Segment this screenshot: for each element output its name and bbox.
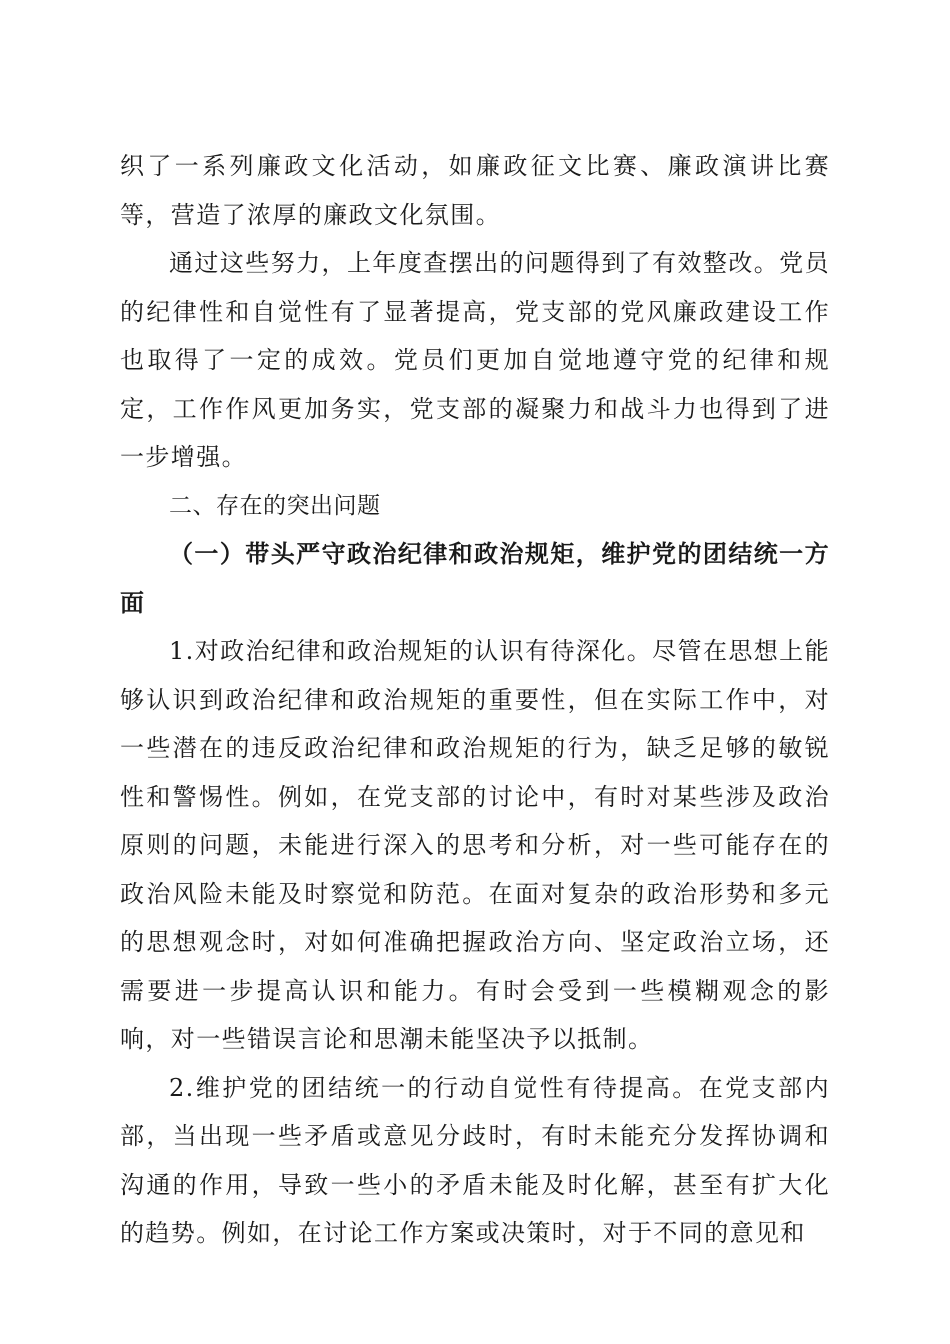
- section-heading: 二、存在的突出问题: [169, 492, 381, 519]
- paragraph-item-2: 2.维护党的团结统一的行动自觉性有待提高。在党支部内部，当出现一些矛盾或意见分歧时，有时未能充分发挥协调和沟通的作用，导致一些小的矛盾未能及时化解，甚至有扩大化的趋势。例如，在讨论工作方案或决策时，对于不同的意见和: [120, 1073, 830, 1247]
- paragraph-rectification-results: 通过这些努力，上年度查摆出的问题得到了有效整改。党员的纪律性和自觉性有了显著提高，党支部的党风廉政建设工作也取得了一定的成效。党员们更加自觉地遵守党的纪律和规定，工作作风更加务实，党支部的凝聚力和战斗力也得到了进一步增强。: [120, 249, 830, 471]
- paragraph-item-1: 1.对政治纪律和政治规矩的认识有待深化。尽管在思想上能够认识到政治纪律和政治规矩的重要性，但在实际工作中，对一些潜在的违反政治纪律和政治规矩的行为，缺乏足够的敏锐性和警惕性。例如，在党支部的讨论中，有时对某些涉及政治原则的问题，未能进行深入的思考和分析，对一些可能存在的政治风险未能及时察觉和防范。在面对复杂的政治形势和多元的思想观念时，对如何准确把握政治方向、坚定政治立场，还需要进一步提高认识和能力。有时会受到一些模糊观念的影响，对一些错误言论和思潮未能坚决予以抵制。: [120, 637, 830, 1053]
- document-page: [120, 142, 830, 1258]
- subsection-heading: （一）带头严守政治纪律和政治规矩，维护党的团结统一方面: [120, 539, 830, 617]
- paragraph-continuation: 织了一系列廉政文化活动，如廉政征文比赛、廉政演讲比赛等，营造了浓厚的廉政文化氛围。: [120, 152, 830, 229]
